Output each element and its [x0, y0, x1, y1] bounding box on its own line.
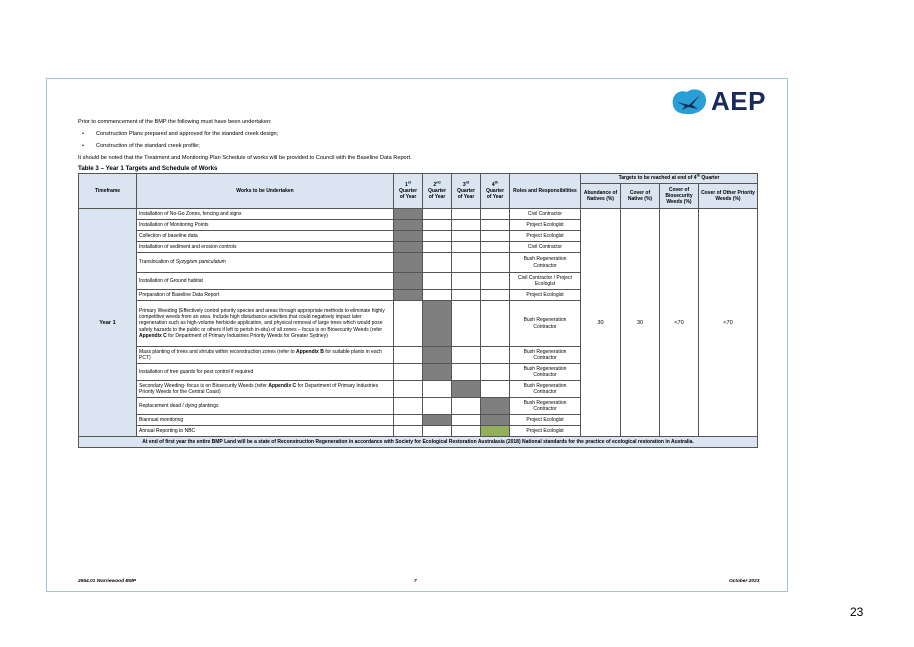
quarter-1-cell — [394, 242, 423, 253]
role-cell: Bush Regeneration Contractor — [510, 364, 581, 381]
header-roles: Roles and Responsibilities — [510, 174, 581, 209]
intro-note: It should be noted that the Treatment and Monitoring Plan Schedule of works will be provided to Council with the Baseline Data Report. — [78, 155, 412, 161]
role-cell: Project Ecologist — [510, 220, 581, 231]
work-cell: Replacement dead / dying plantings — [137, 398, 394, 415]
quarter-2-cell — [423, 253, 452, 273]
quarter-3-cell — [452, 347, 481, 364]
quarter-1-cell — [394, 301, 423, 347]
quarter-1-cell — [394, 273, 423, 290]
quarter-4-cell — [481, 273, 510, 290]
quarter-4-cell — [481, 209, 510, 220]
header-timeframe: Timeframe — [79, 174, 137, 209]
header-q1: 1st Quarter of Year — [394, 174, 423, 209]
work-cell: Translocation of Syzygium paniculatum — [137, 253, 394, 273]
role-cell: Bush Regeneration Contractor — [510, 381, 581, 398]
quarter-1-cell — [394, 231, 423, 242]
work-cell: Installation of Monitoring Points — [137, 220, 394, 231]
quarter-2-cell — [423, 273, 452, 290]
header-q4: 4th Quarter of Year — [481, 174, 510, 209]
quarter-1-cell — [394, 415, 423, 426]
quarter-2-cell — [423, 381, 452, 398]
bird-logo-icon — [669, 85, 709, 117]
role-cell: Bush Regeneration Contractor — [510, 398, 581, 415]
quarter-3-cell — [452, 273, 481, 290]
quarter-3-cell — [452, 398, 481, 415]
header-natives: Abundance of Natives (%) — [581, 184, 621, 209]
quarter-1-cell — [394, 364, 423, 381]
work-cell: Installation of sediment and erosion controls — [137, 242, 394, 253]
work-cell: Primary Weeding (Effectively control priority species and areas through appropriate methods to eliminate highly competitive weeds from an area. Include high disturbance activities that could negatively impact later regeneration such as high-volume herbicide application, and physical removal of large trees which would pose safety hazards to the public or others if left to perish in-situ) of all zones – focus is on Biosecurity Weeds (refer Appendix C for Department of Primary Industries Priority Weeds for Greater Sydney) — [137, 301, 394, 347]
header-cover-other: Cover of Other Priority Weeds (%) — [699, 184, 758, 209]
role-cell: Project Ecologist — [510, 415, 581, 426]
role-cell: Civil Contractor — [510, 242, 581, 253]
quarter-2-cell — [423, 209, 452, 220]
table-footer-note: At end of first year the entire BMP Land will be a state of Reconstruction Regeneration in accordance with Society for Ecological Restoration Australasia (2018) National standards for the practice of ecological restoration in Australia. — [79, 437, 758, 448]
quarter-4-cell — [481, 426, 510, 437]
quarter-2-cell — [423, 347, 452, 364]
quarter-1-cell — [394, 209, 423, 220]
quarter-4-cell — [481, 242, 510, 253]
work-cell: Installation of No-Go Zones, fencing and signs — [137, 209, 394, 220]
target-natives: 30 — [581, 209, 621, 437]
quarter-1-cell — [394, 220, 423, 231]
quarter-3-cell — [452, 426, 481, 437]
header-cover-native: Cover of Native (%) — [621, 184, 660, 209]
intro-bullet: • Construction Plans prepared and approved for the standard creek design; — [90, 128, 768, 140]
quarter-4-cell — [481, 415, 510, 426]
quarter-2-cell — [423, 426, 452, 437]
quarter-4-cell — [481, 253, 510, 273]
quarter-1-cell — [394, 347, 423, 364]
schedule-table — [78, 173, 758, 448]
quarter-3-cell — [452, 381, 481, 398]
aep-logo — [669, 85, 766, 117]
intro-bullet: • Construction of the standard creek profile; — [90, 140, 768, 152]
slide-number: 23 — [850, 605, 864, 619]
quarter-2-cell — [423, 290, 452, 301]
table-caption: Table 3 – Year 1 Targets and Schedule of Works — [78, 165, 218, 172]
header-q3: 3rd Quarter of Year — [452, 174, 481, 209]
quarter-2-cell — [423, 301, 452, 347]
quarter-2-cell — [423, 231, 452, 242]
quarter-4-cell — [481, 364, 510, 381]
logo-text: AEP — [711, 86, 766, 116]
quarter-1-cell — [394, 398, 423, 415]
quarter-4-cell — [481, 381, 510, 398]
quarter-2-cell — [423, 364, 452, 381]
role-cell: Bush Regeneration Contractor — [510, 253, 581, 273]
footer-project: 2564.01 Warriewood BMP — [78, 579, 137, 584]
work-cell: Biannual monitoring — [137, 415, 394, 426]
intro-text — [78, 116, 768, 164]
quarter-4-cell — [481, 231, 510, 242]
quarter-1-cell — [394, 381, 423, 398]
role-cell: Project Ecologist — [510, 426, 581, 437]
work-cell: Installation of tree guards for pest control if required — [137, 364, 394, 381]
target-cover-bio: <70 — [660, 209, 699, 437]
role-cell: Bush Regeneration Contractor — [510, 347, 581, 364]
quarter-3-cell — [452, 209, 481, 220]
quarter-3-cell — [452, 415, 481, 426]
target-cover-other: <70 — [699, 209, 758, 437]
intro-lead: Prior to commencement of the BMP the following must have been undertaken: — [78, 119, 272, 125]
quarter-3-cell — [452, 253, 481, 273]
work-cell: Collection of baseline data — [137, 231, 394, 242]
timeframe-cell: Year 1 — [79, 209, 137, 437]
quarter-3-cell — [452, 220, 481, 231]
role-cell: Civil Contractor — [510, 209, 581, 220]
footer-date: October 2023 — [729, 579, 760, 584]
quarter-1-cell — [394, 426, 423, 437]
quarter-3-cell — [452, 364, 481, 381]
work-cell: Installation of Ground habitat — [137, 273, 394, 290]
header-works: Works to be Undertaken — [137, 174, 394, 209]
intro-bullets — [78, 128, 768, 152]
work-cell: Annual Reporting to NBC — [137, 426, 394, 437]
quarter-4-cell — [481, 290, 510, 301]
role-cell: Civil Contractor / Project Ecologist — [510, 273, 581, 290]
quarter-2-cell — [423, 398, 452, 415]
quarter-2-cell — [423, 415, 452, 426]
document-page — [46, 78, 788, 592]
target-cover-native: 30 — [621, 209, 660, 437]
work-cell: Secondary Weeding- focus is on Biosecurity Weeds (refer Appendix C for Department of Primary Industries Priority Weeds for the Central Coast) — [137, 381, 394, 398]
quarter-2-cell — [423, 220, 452, 231]
quarter-4-cell — [481, 220, 510, 231]
quarter-3-cell — [452, 242, 481, 253]
quarter-1-cell — [394, 253, 423, 273]
quarter-1-cell — [394, 290, 423, 301]
role-cell: Bush Regeneration Contractor — [510, 301, 581, 347]
quarter-3-cell — [452, 231, 481, 242]
quarter-3-cell — [452, 290, 481, 301]
header-q2: 2nd Quarter of Year — [423, 174, 452, 209]
role-cell: Project Ecologist — [510, 231, 581, 242]
table-row — [79, 209, 758, 220]
quarter-2-cell — [423, 242, 452, 253]
schedule-body — [79, 209, 758, 437]
footer-page-number: 7 — [414, 579, 417, 584]
quarter-4-cell — [481, 347, 510, 364]
header-cover-bio: Cover of Biosecurity Weeds (%) — [660, 184, 699, 209]
quarter-4-cell — [481, 398, 510, 415]
role-cell: Project Ecologist — [510, 290, 581, 301]
work-cell: Preparation of Baseline Data Report — [137, 290, 394, 301]
work-cell: Mass planting of trees and shrubs within reconstruction zones (refer to Appendix B for suitable plants in each PCT) — [137, 347, 394, 364]
quarter-3-cell — [452, 301, 481, 347]
quarter-4-cell — [481, 301, 510, 347]
header-targets: Targets to be reached at end of 4th Quarter — [581, 174, 758, 184]
